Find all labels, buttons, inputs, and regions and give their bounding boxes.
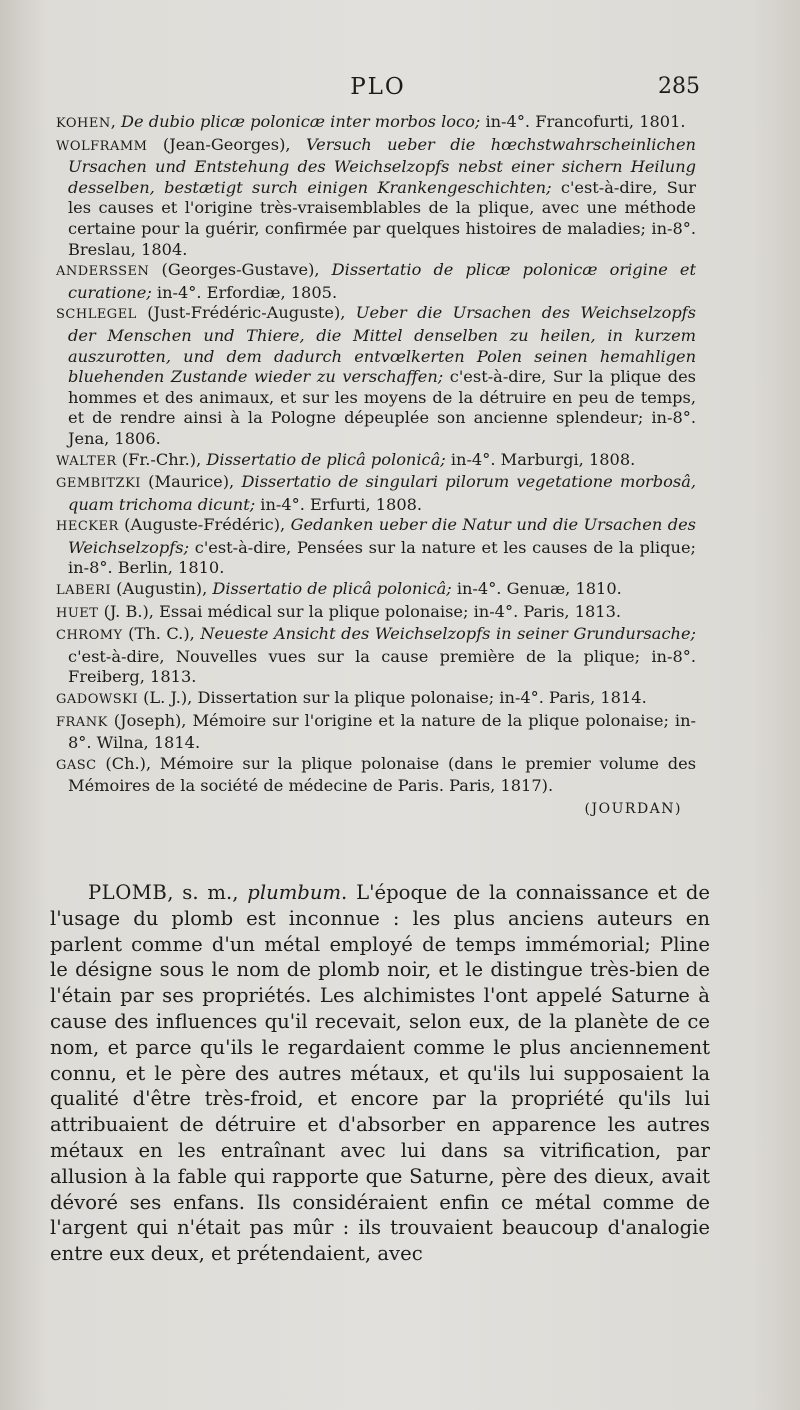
entry-author: CHROMY	[56, 628, 123, 644]
bibliography-entry	[56, 303, 696, 449]
entry-details: (L. J.),	[137, 688, 198, 708]
bibliography-entry	[56, 112, 696, 135]
entry-author: SCHLEGEL	[56, 307, 137, 323]
entry-author: LABERI	[56, 583, 111, 599]
entry-title: Versuch ueber die hœchstwahrscheinlichen Ursachen und Entstehung des Weichselzopfs nebst einer sichern Heilung desselben, bestætigt surch einigen Krankengeschichten;	[68, 134, 696, 197]
article-paragraph	[50, 880, 710, 1267]
bibliography-entry	[56, 260, 696, 303]
entry-details: (Joseph),	[107, 710, 193, 730]
entry-publication: Mémoire sur la plique polonaise (dans le premier volume des Mémoires de la société de médecine de Paris. Paris, 1817).	[68, 753, 696, 796]
entry-publication: Essai médical sur la plique polonaise; in-4°. Paris, 1813.	[159, 601, 622, 621]
entry-title: Dissertatio de singulari pilorum vegetatione morbosâ, quam trichoma dicunt;	[68, 472, 697, 514]
entry-title: Dissertatio de plicæ polonicæ origine et curatione;	[68, 260, 697, 302]
entry-author: WOLFRAMM	[56, 138, 148, 154]
bibliography-entry	[56, 602, 696, 625]
entry-author: KOHEN	[56, 116, 111, 131]
latin-name: plumbum	[247, 881, 342, 904]
entry-details: ,	[110, 112, 122, 131]
entry-title: Dissertatio de plicâ polonicâ;	[206, 449, 446, 469]
article-plomb	[50, 880, 710, 1267]
entry-details: (J. B.),	[98, 601, 160, 621]
entry-publication: in-4°. Erfordiæ, 1805.	[151, 282, 338, 302]
author-signature: (JOURDAN)	[584, 801, 682, 817]
entry-author: GADOWSKI	[56, 692, 138, 708]
page-number: 285	[658, 74, 700, 99]
entry-author: ANDERSSEN	[56, 264, 150, 280]
entry-publication: c'est-à-dire, Nouvelles vues sur la cause première de la plique; in-8°. Freiberg, 1813.	[68, 646, 696, 687]
headword: PLOMB	[88, 881, 168, 904]
entry-author: HECKER	[56, 519, 119, 535]
entry-publication: Mémoire sur l'origine et la nature de la plique polonaise; in-8°. Wilna, 1814.	[68, 710, 696, 753]
entry-author: GASC	[56, 757, 97, 773]
entry-details: (Maurice),	[140, 472, 242, 492]
page-header	[56, 74, 700, 106]
entry-title: De dubio plicæ polonicæ inter morbos loco;	[121, 112, 481, 131]
entry-publication: c'est-à-dire, Sur les causes et l'origine très-vraisemblables de la plique, avec une méthode certaine pour la guérir, confirmée par quelques histoires de maladies; in-8°. Breslau, 1804.	[68, 177, 697, 259]
entry-details: (Just-Frédéric-Auguste),	[136, 303, 356, 323]
entry-publication: in-4°. Genuæ, 1810.	[451, 579, 622, 599]
bibliography-entry	[56, 711, 696, 754]
entry-details: (Jean-Georges),	[147, 134, 306, 154]
bibliography-entry	[56, 135, 696, 261]
entry-publication: in-4°. Marburgi, 1808.	[445, 449, 636, 469]
bibliography-entry	[56, 754, 696, 797]
entry-author: FRANK	[56, 714, 108, 730]
entry-title: Ueber die Ursachen des Weichselzopfs der Menschen und Thiere, die Mittel denselben zu heilen, in kurzem auszurotten, und dem dadurch entvœlkerten Polen seinen hemahligen bluehenden Zustande wieder zu verschaffen;	[68, 303, 696, 387]
bibliography-entry	[56, 688, 696, 711]
entry-publication: c'est-à-dire, Pensées sur la nature et les causes de la plique; in-8°. Berlin, 1810.	[68, 537, 696, 578]
bibliography	[56, 112, 696, 820]
entry-author: GEMBITZKI	[56, 476, 141, 492]
entry-publication: c'est-à-dire, Sur la plique des hommes et des animaux, et sur les moyens de la détruire en peu de temps, et de rendre ainsi à la Pologne dépeuplée son ancienne splendeur; in-8°. Jena, 1806.	[68, 367, 696, 448]
entry-publication: in-4°. Francofurti, 1801.	[480, 112, 686, 131]
entry-details: (Ch.),	[96, 753, 160, 773]
entry-title: Neueste Ansicht des Weichselzopfs in seiner Grundursache;	[200, 624, 696, 644]
entry-details: (Augustin),	[111, 579, 213, 599]
entry-publication: Dissertation sur la plique polonaise; in-4°. Paris, 1814.	[197, 688, 647, 708]
entry-details: (Th. C.),	[122, 624, 201, 644]
entry-details: (Fr.-Chr.),	[116, 449, 207, 469]
bibliography-entry	[56, 515, 696, 579]
bibliography-entry	[56, 450, 696, 473]
bibliography-entry	[56, 472, 696, 515]
entry-title: Dissertatio de plicâ polonicâ;	[212, 579, 452, 599]
entry-publication: in-4°. Erfurti, 1808.	[255, 494, 423, 514]
article-text: . L'époque de la connaissance et de l'usage du plomb est inconnue : les plus anciens auteurs en parlent comme d'un métal employé de temps immémorial; Pline le désigne sous le nom de plomb noir, et le distingue très-bien de l'étain par ses propriétés. Les alchimistes l'ont appelé Saturne à cause des influences qu'il recevait, selon eux, de la planète de ce nom, et parce qu'ils le regardaient comme le plus anciennement connu, et le père des autres métaux, et qu'ils lui supposaient la qualité d'être très-froid, et encore par la propriété qu'ils lui attribuaient de détruire et d'absorber en apparence les autres métaux en les entraînant avec lui dans sa vitrification, par allusion à la fable qui rapporte que Saturne, père des dieux, avait dévoré ses enfans. Ils considéraient enfin ce métal comme de l'argent qui n'était pas mûr : ils trouvaient beaucoup d'analogie entre eux deux, et prétendaient, avec	[50, 881, 711, 1266]
entry-details: (Auguste-Frédéric),	[118, 515, 291, 535]
entry-details: (Georges-Gustave),	[149, 260, 332, 280]
bibliography-entry	[56, 624, 696, 688]
bibliography-entry	[56, 579, 696, 602]
entry-title: Gedanken ueber die Natur und die Ursachen des Weichselzopfs;	[68, 515, 696, 557]
grammar: , s. m.,	[167, 881, 248, 904]
running-head: PLO	[350, 74, 406, 100]
entry-author: WALTER	[56, 453, 117, 469]
entry-author: HUET	[56, 605, 99, 621]
